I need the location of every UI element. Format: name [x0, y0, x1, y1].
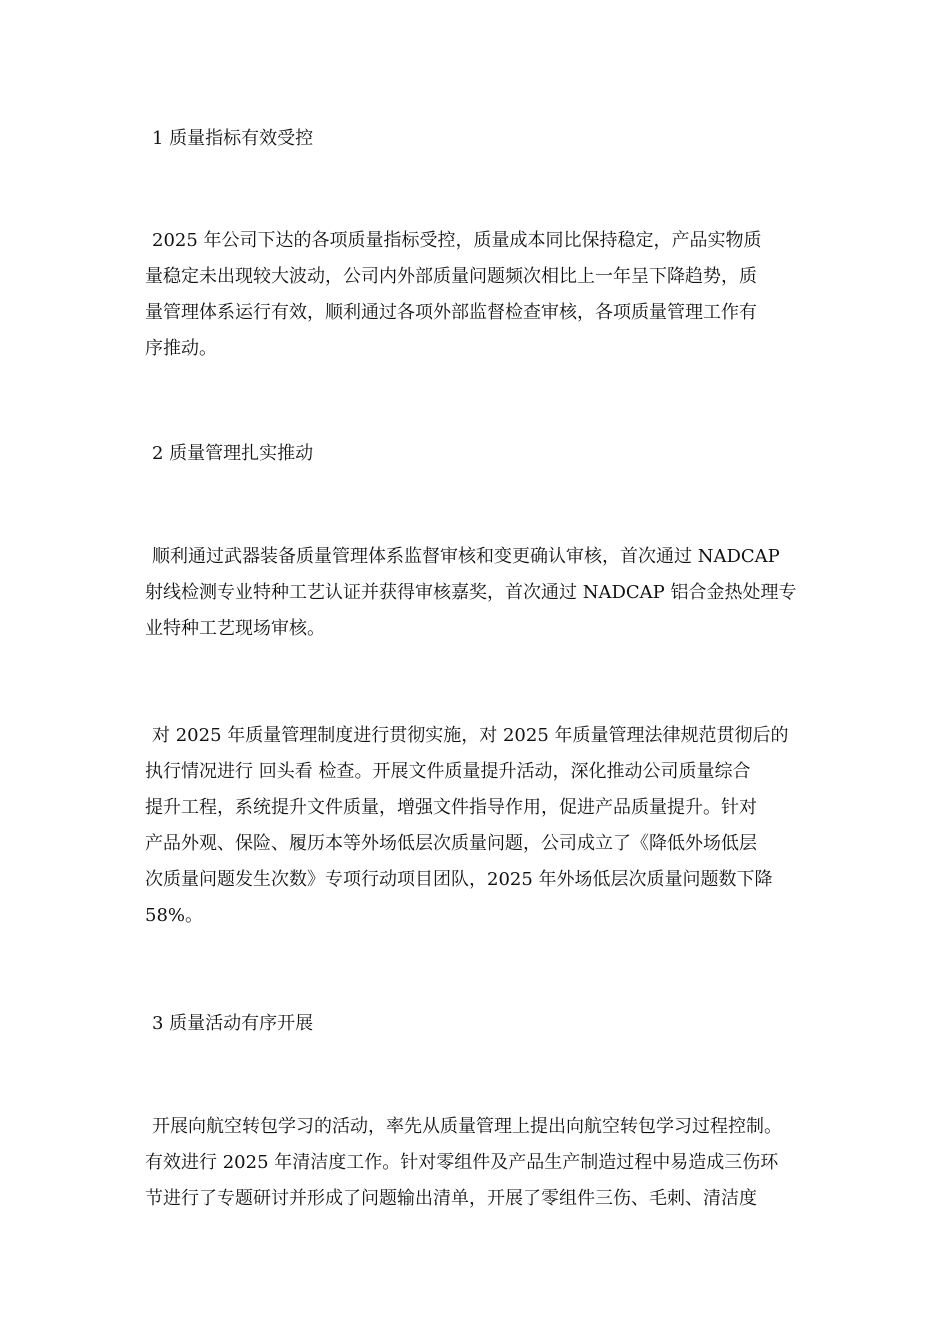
- paragraph-line: 58%。: [145, 905, 204, 926]
- section-3-heading: 3 质量活动有序开展: [152, 1013, 314, 1034]
- paragraph-line: 顺利通过武器装备质量管理体系监督审核和变更确认审核，首次通过 NADCAP: [152, 546, 780, 567]
- paragraph-line: 提升工程，系统提升文件质量，增强文件指导作用，促进产品质量提升。针对: [145, 797, 757, 818]
- paragraph-line: 量管理体系运行有效，顺利通过各项外部监督检查审核，各项质量管理工作有: [145, 302, 757, 323]
- paragraph-line: 执行情况进行 回头看 检查。开展文件质量提升活动，深化推动公司质量综合: [145, 761, 751, 782]
- paragraph-line: 序推动。: [145, 338, 217, 359]
- paragraph-line: 2025 年公司下达的各项质量指标受控，质量成本同比保持稳定，产品实物质: [152, 230, 762, 251]
- paragraph-line: 开展向航空转包学习的活动，率先从质量管理上提出向航空转包学习过程控制。: [152, 1116, 782, 1137]
- paragraph-line: 量稳定未出现较大波动，公司内外部质量问题频次相比上一年呈下降趋势，质: [145, 266, 757, 287]
- paragraph-line: 节进行了专题研讨并形成了问题输出清单，开展了零组件三伤、毛刺、清洁度: [145, 1188, 757, 1209]
- section-1-heading: 1 质量指标有效受控: [152, 128, 314, 149]
- paragraph-line: 产品外观、保险、履历本等外场低层次质量问题，公司成立了《降低外场低层: [145, 833, 757, 854]
- paragraph-line: 对 2025 年质量管理制度进行贯彻实施，对 2025 年质量管理法律规范贯彻后的: [152, 725, 789, 746]
- paragraph-line: 次质量问题发生次数》专项行动项目团队，2025 年外场低层次质量问题数下降: [145, 869, 773, 890]
- section-2-heading: 2 质量管理扎实推动: [152, 443, 314, 464]
- paragraph-line: 业特种工艺现场审核。: [145, 618, 325, 639]
- paragraph-line: 射线检测专业特种工艺认证并获得审核嘉奖，首次通过 NADCAP 铝合金热处理专: [145, 582, 797, 603]
- paragraph-line: 有效进行 2025 年清洁度工作。针对零组件及产品生产制造过程中易造成三伤环: [145, 1152, 779, 1173]
